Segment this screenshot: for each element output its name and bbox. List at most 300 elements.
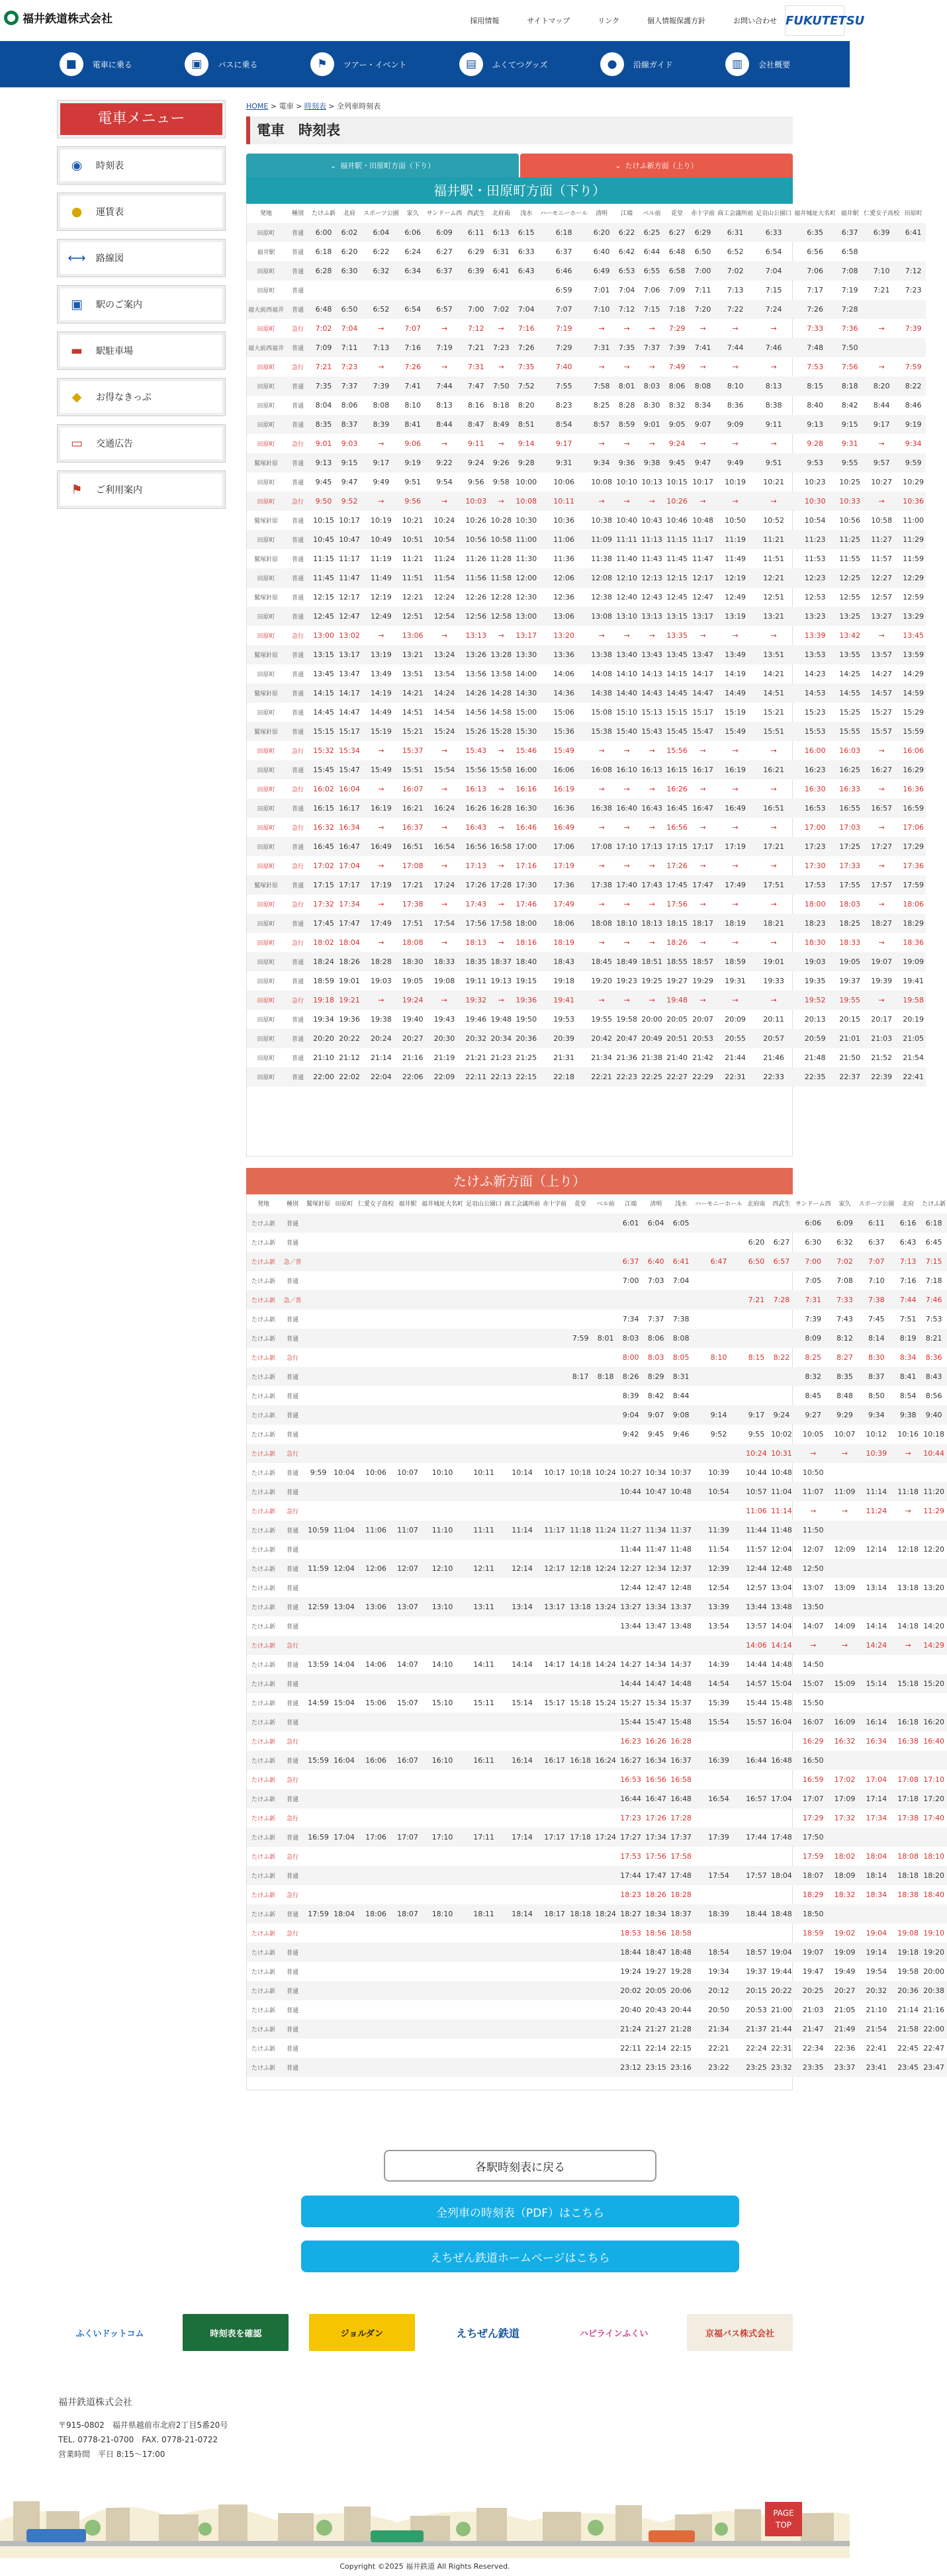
- time-cell: 14:54: [433, 708, 455, 717]
- time-cell: 16:23: [620, 1737, 641, 1746]
- time-cell: 19:08: [433, 977, 455, 985]
- sidebar-item-label: 駅のご案内: [96, 300, 142, 310]
- time-cell: 21:01: [837, 1029, 862, 1048]
- time-cell: [503, 1712, 541, 1732]
- time-cell: 16:53: [620, 1775, 641, 1784]
- time-cell: 8:18: [593, 1367, 618, 1386]
- time-cell: 11:06: [539, 530, 589, 549]
- time-cell: →: [623, 631, 630, 640]
- time-cell: 18:07: [395, 1904, 420, 1924]
- fukutetsu-brand-logo[interactable]: FUKUTETSU: [785, 5, 844, 36]
- page-top-button[interactable]: PAGE TOP: [765, 2502, 802, 2536]
- time-cell: [305, 2058, 332, 2077]
- time-cell: 13:25: [837, 607, 862, 626]
- time-cell: 8:03: [639, 377, 664, 396]
- time-cell: 8:54: [899, 1392, 917, 1400]
- copyright: Copyright ©2025 福井鉄道 All Rights Reserved.: [339, 2562, 510, 2571]
- origin-cell: たけふ新: [251, 1547, 275, 1554]
- time-cell: 17:06: [357, 1828, 395, 1847]
- time-cell: 10:28: [490, 516, 512, 525]
- time-cell: 11:15: [313, 555, 334, 563]
- banner-echizen-tetsudo[interactable]: えちぜん鉄道: [456, 2327, 519, 2340]
- time-cell: 19:44: [771, 1967, 792, 1976]
- origin-cell: 田原町: [247, 799, 285, 818]
- time-cell: [310, 281, 337, 300]
- origin-cell: たけふ新: [251, 2008, 275, 2014]
- sidebar-item-0[interactable]: [58, 147, 225, 184]
- company-logo[interactable]: [4, 9, 113, 26]
- time-cell: 18:51: [639, 952, 664, 971]
- time-cell: 7:20: [690, 300, 716, 319]
- time-cell: 15:14: [857, 1674, 895, 1693]
- time-cell: 19:05: [402, 977, 424, 985]
- time-cell: [465, 2000, 503, 2020]
- time-cell: [593, 2039, 618, 2058]
- time-cell: [857, 1751, 895, 1770]
- gnav-item-2[interactable]: [310, 52, 407, 76]
- sidebar: [58, 101, 225, 508]
- echizen-homepage-button[interactable]: えちぜん鉄道ホームページはこちら: [301, 2241, 739, 2272]
- time-cell: 7:17: [807, 286, 823, 294]
- time-cell: →: [441, 439, 448, 448]
- time-cell: 18:19: [553, 938, 574, 947]
- time-cell: 23:15: [643, 2058, 668, 2077]
- time-cell: [541, 1501, 568, 1521]
- time-cell: 13:06: [357, 1597, 395, 1617]
- time-cell: 10:30: [516, 516, 537, 525]
- time-cell: 7:31: [794, 1290, 833, 1310]
- origin-cell: たけふ新: [251, 1585, 275, 1592]
- train-type-cell: 普通: [285, 415, 310, 434]
- sidebar-item-5[interactable]: [58, 378, 225, 416]
- time-cell: [921, 1751, 947, 1770]
- time-cell: 17:29: [901, 837, 926, 856]
- train-type-cell: 普通: [292, 1017, 304, 1024]
- time-cell: [332, 1329, 357, 1348]
- time-cell: 18:07: [794, 1866, 833, 1885]
- time-cell: 13:48: [670, 1622, 692, 1630]
- time-cell: 13:04: [771, 1583, 792, 1592]
- time-cell: 12:14: [866, 1545, 887, 1554]
- time-cell: 16:56: [463, 837, 488, 856]
- time-cell: 7:04: [672, 1276, 690, 1285]
- time-cell: 21:16: [923, 2006, 944, 2014]
- time-cell: 8:36: [925, 1353, 942, 1362]
- timetable-row: [247, 1981, 947, 2000]
- banner-hapiline[interactable]: ハピラインふくい: [579, 2329, 649, 2339]
- time-cell: [420, 1405, 465, 1425]
- tab-up[interactable]: [520, 154, 793, 177]
- time-cell: 9:24: [769, 1405, 794, 1425]
- time-cell: 17:23: [620, 1814, 641, 1822]
- banner-jorudan[interactable]: ジョルダン: [309, 2314, 415, 2351]
- table-header-row: [247, 1194, 947, 1214]
- time-cell: 9:49: [716, 453, 754, 472]
- time-cell: →: [770, 439, 777, 448]
- time-cell: 17:56: [645, 1852, 666, 1861]
- gnav-item-3[interactable]: [459, 52, 547, 76]
- time-cell: 15:20: [921, 1674, 947, 1693]
- banner-keifuku-bus[interactable]: 京福バス株式会社: [687, 2314, 793, 2351]
- time-cell: 15:34: [645, 1699, 666, 1707]
- time-cell: [593, 1981, 618, 2000]
- origin-cell: たけふ新: [247, 1981, 280, 2000]
- time-cell: [694, 1636, 744, 1655]
- time-cell: 17:19: [362, 875, 400, 895]
- time-cell: 12:48: [769, 1559, 794, 1578]
- time-cell: [568, 2058, 593, 2077]
- origin-cell: たけふ新: [251, 1317, 275, 1323]
- time-cell: 17:59: [802, 1852, 824, 1861]
- time-cell: 12:24: [433, 593, 455, 601]
- time-cell: 7:06: [643, 286, 660, 294]
- time-cell: 7:03: [647, 1276, 664, 1285]
- time-cell: 18:18: [568, 1904, 593, 1924]
- time-cell: [593, 1252, 618, 1271]
- time-cell: [400, 281, 426, 300]
- time-cell: [465, 1962, 503, 1981]
- train-type-cell: 普通: [285, 684, 310, 703]
- time-cell: [332, 1866, 357, 1885]
- train-type-cell: 普通: [280, 1367, 305, 1386]
- time-cell: 22:04: [362, 1067, 400, 1087]
- sidebar-item-6[interactable]: [58, 425, 225, 462]
- time-cell: 7:34: [622, 1315, 639, 1323]
- time-cell: [305, 1617, 332, 1636]
- time-cell: 21:54: [857, 2020, 895, 2039]
- time-cell: [332, 1808, 357, 1828]
- time-cell: 16:46: [516, 823, 537, 832]
- time-cell: [568, 1962, 593, 1981]
- town-illustration: [0, 2475, 850, 2558]
- time-cell: [420, 1617, 465, 1636]
- time-cell: [420, 1962, 465, 1981]
- time-cell: 17:43: [465, 900, 487, 909]
- time-cell: [568, 1732, 593, 1751]
- time-cell: [744, 1885, 769, 1904]
- time-cell: [305, 1847, 332, 1866]
- sidebar-item-1[interactable]: [58, 193, 225, 230]
- timetable-row: [247, 1962, 947, 1981]
- time-cell: 8:42: [841, 401, 858, 410]
- train-type-cell: 普通: [280, 1712, 305, 1732]
- time-cell: 6:46: [539, 261, 589, 281]
- time-cell: [568, 1617, 593, 1636]
- time-cell: [541, 1808, 568, 1828]
- train-type-cell: 普通: [286, 1701, 298, 1707]
- time-cell: 16:54: [426, 837, 464, 856]
- train-type-cell: 急行: [292, 365, 304, 371]
- time-cell: 6:00: [310, 223, 337, 242]
- time-cell: 8:00: [622, 1353, 639, 1362]
- time-cell: 14:47: [690, 684, 716, 703]
- time-cell: [420, 1386, 465, 1405]
- time-cell: →: [378, 363, 384, 371]
- origin-cell: 田原町: [257, 902, 275, 909]
- time-cell: 20:24: [362, 1029, 400, 1048]
- bus-icon: ▣: [185, 52, 208, 76]
- gnav-label: バスに乗る: [218, 60, 258, 69]
- breadcrumb: [246, 101, 793, 111]
- time-cell: 14:53: [793, 684, 837, 703]
- time-cell: 9:54: [436, 478, 453, 486]
- time-cell: 6:22: [373, 247, 390, 256]
- nav-links-link[interactable]: リンク: [598, 17, 619, 25]
- time-cell: 20:50: [708, 2006, 729, 2014]
- time-cell: 15:37: [670, 1699, 692, 1707]
- time-cell: 16:36: [539, 799, 589, 818]
- time-cell: →: [498, 324, 504, 333]
- time-cell: 19:58: [901, 991, 926, 1010]
- train-type-cell: 普通: [286, 2008, 298, 2014]
- train-type-cell: 急／普: [280, 1252, 305, 1271]
- time-cell: 7:21: [463, 338, 488, 357]
- time-cell: 17:10: [614, 837, 639, 856]
- train-type-cell: 普通: [292, 1055, 304, 1062]
- time-cell: [305, 2039, 332, 2058]
- time-cell: →: [598, 324, 605, 333]
- time-cell: [541, 1981, 568, 2000]
- banner-check-timetable[interactable]: 時刻表を確認: [183, 2314, 289, 2351]
- time-cell: →: [878, 900, 885, 909]
- time-cell: →: [598, 363, 605, 371]
- time-cell: 8:32: [794, 1367, 833, 1386]
- gnav-label: ふくてつグッズ: [492, 60, 548, 69]
- time-cell: →: [770, 900, 777, 909]
- timetable-row: [247, 1405, 947, 1425]
- time-cell: 21:50: [839, 1053, 860, 1062]
- time-cell: 7:16: [518, 324, 535, 333]
- time-cell: [420, 1712, 465, 1732]
- station-header: 江端: [614, 204, 639, 223]
- train-type-cell: 普通: [292, 480, 304, 486]
- time-cell: 11:06: [357, 1521, 395, 1540]
- time-cell: 12:20: [923, 1545, 944, 1554]
- time-cell: [420, 1866, 465, 1885]
- time-cell: 8:25: [805, 1353, 822, 1362]
- time-cell: [332, 1348, 357, 1367]
- time-cell: [395, 1981, 420, 2000]
- time-cell: [744, 1329, 769, 1348]
- nav-contact-link[interactable]: お問い合わせ: [733, 17, 777, 25]
- sidebar-item-3[interactable]: [58, 286, 225, 323]
- time-cell: 8:34: [899, 1353, 917, 1362]
- time-cell: [541, 1866, 568, 1885]
- breadcrumb-timetable-link[interactable]: 時刻表: [304, 102, 326, 111]
- time-cell: 8:28: [618, 401, 635, 410]
- time-cell: →: [441, 785, 448, 793]
- time-cell: 19:38: [371, 1015, 392, 1024]
- nav-privacy-link[interactable]: 個人情報保護方針: [647, 17, 705, 25]
- time-cell: [668, 1233, 694, 1252]
- table-header-row: [247, 204, 926, 223]
- time-cell: 13:21: [400, 645, 426, 664]
- time-cell: [694, 1770, 744, 1789]
- time-cell: 10:21: [763, 478, 784, 486]
- time-cell: 15:00: [516, 708, 537, 717]
- time-cell: 7:39: [664, 338, 690, 357]
- time-cell: [465, 1290, 503, 1310]
- time-cell: 11:15: [664, 530, 690, 549]
- time-cell: [305, 1981, 332, 2000]
- time-cell: 14:55: [837, 684, 862, 703]
- time-cell: 16:07: [395, 1751, 420, 1770]
- time-cell: [305, 1732, 332, 1751]
- time-cell: 7:59: [568, 1329, 593, 1348]
- time-cell: →: [690, 991, 716, 1010]
- time-cell: [332, 1233, 357, 1252]
- time-cell: 13:15: [664, 607, 690, 626]
- time-cell: 18:13: [639, 914, 664, 933]
- time-cell: 9:38: [895, 1405, 921, 1425]
- time-cell: 13:44: [620, 1622, 641, 1630]
- time-cell: 10:29: [903, 478, 924, 486]
- gnav-item-5[interactable]: [725, 52, 790, 76]
- time-cell: 6:37: [868, 1238, 885, 1247]
- time-cell: 14:04: [771, 1622, 792, 1630]
- time-cell: [541, 1271, 568, 1290]
- time-cell: 11:13: [639, 530, 664, 549]
- time-cell: 8:06: [664, 377, 690, 396]
- nav-recruit-link[interactable]: 採用情報: [470, 17, 500, 25]
- time-cell: [357, 1847, 395, 1866]
- time-cell: 7:50: [488, 377, 514, 396]
- time-cell: 15:04: [334, 1699, 355, 1707]
- time-cell: [465, 1482, 503, 1501]
- train-type-cell: 急行: [286, 1509, 298, 1515]
- time-cell: 16:56: [666, 823, 688, 832]
- time-cell: [465, 2039, 503, 2058]
- time-cell: [420, 1847, 465, 1866]
- time-cell: 14:38: [589, 684, 614, 703]
- time-cell: 6:40: [593, 247, 610, 256]
- time-cell: [895, 1521, 921, 1540]
- time-cell: 17:34: [339, 900, 360, 909]
- time-cell: 17:43: [639, 875, 664, 895]
- time-cell: 6:22: [614, 223, 639, 242]
- gnav-item-1[interactable]: [185, 52, 257, 76]
- time-cell: 17:38: [897, 1814, 919, 1822]
- time-cell: 16:17: [337, 799, 362, 818]
- time-cell: 12:47: [337, 607, 362, 626]
- time-cell: 17:00: [514, 837, 539, 856]
- time-cell: [618, 1233, 643, 1252]
- pdf-timetable-button[interactable]: 全列車の時刻表（PDF）はこちら: [301, 2196, 739, 2227]
- time-cell: [541, 1310, 568, 1329]
- timetable-row: [247, 1578, 947, 1597]
- time-cell: 22:25: [639, 1067, 664, 1087]
- sidebar-item-label: ご利用案内: [96, 485, 142, 496]
- time-cell: 16:25: [837, 760, 862, 779]
- origin-cell: 田原町: [257, 979, 275, 985]
- time-cell: 14:18: [570, 1660, 591, 1669]
- gnav-item-0[interactable]: [60, 52, 132, 76]
- time-cell: 6:32: [362, 261, 400, 281]
- time-cell: [357, 2058, 395, 2077]
- time-cell: 17:15: [664, 837, 690, 856]
- time-cell: 21:54: [903, 1053, 924, 1062]
- time-cell: 19:10: [923, 1929, 944, 1937]
- time-cell: [465, 1981, 503, 2000]
- time-cell: 11:24: [866, 1507, 887, 1515]
- origin-cell: 田原町: [247, 607, 285, 626]
- station-header: ハーモニーホール: [694, 1194, 744, 1214]
- banner-fukui-dotcom[interactable]: ふくいドットコム: [75, 2329, 144, 2339]
- time-cell: 20:22: [769, 1981, 794, 2000]
- time-cell: 15:49: [362, 760, 400, 779]
- time-cell: 14:37: [670, 1660, 692, 1669]
- time-cell: 18:26: [645, 1890, 666, 1899]
- time-cell: 12:15: [664, 568, 690, 588]
- time-cell: [305, 1214, 332, 1233]
- train-type-cell: 普通: [285, 952, 310, 971]
- breadcrumb-home-link[interactable]: HOME: [246, 102, 269, 111]
- time-cell: 10:49: [362, 530, 400, 549]
- time-cell: 21:36: [616, 1053, 637, 1062]
- time-cell: [694, 1367, 744, 1386]
- sidebar-item-4[interactable]: [58, 332, 225, 369]
- sidebar-item-7[interactable]: [58, 471, 225, 508]
- time-cell: 9:31: [841, 439, 858, 448]
- train-type-cell: 普通: [280, 1828, 305, 1847]
- time-cell: 9:27: [794, 1405, 833, 1425]
- time-cell: 18:08: [897, 1852, 919, 1861]
- time-cell: 19:40: [402, 1015, 424, 1024]
- time-cell: [465, 1348, 503, 1367]
- origin-cell: 鷲塚針原: [247, 875, 285, 895]
- time-cell: 16:23: [793, 760, 837, 779]
- time-cell: 10:26: [664, 492, 690, 511]
- time-cell: 7:44: [716, 338, 754, 357]
- time-cell: [305, 1540, 332, 1559]
- time-cell: 17:00: [804, 823, 826, 832]
- time-cell: 7:31: [589, 338, 614, 357]
- time-cell: 7:41: [690, 338, 716, 357]
- time-cell: [465, 1386, 503, 1405]
- time-cell: 14:50: [802, 1660, 824, 1669]
- time-cell: 9:38: [639, 453, 664, 472]
- time-cell: →: [378, 862, 384, 870]
- time-cell: 15:21: [763, 708, 784, 717]
- time-cell: 16:26: [463, 799, 488, 818]
- gnav-item-4[interactable]: [600, 52, 673, 76]
- time-cell: [395, 1808, 420, 1828]
- time-cell: 13:57: [746, 1622, 767, 1630]
- time-cell: 10:33: [837, 492, 862, 511]
- time-cell: 12:51: [763, 593, 784, 601]
- time-cell: →: [498, 439, 504, 448]
- time-cell: 14:19: [362, 684, 400, 703]
- tab-down[interactable]: [246, 154, 519, 177]
- time-cell: 13:11: [465, 1597, 503, 1617]
- time-cell: 12:04: [771, 1545, 792, 1554]
- origin-cell: 田原町: [247, 837, 285, 856]
- time-cell: 15:23: [804, 708, 826, 717]
- time-cell: [832, 1828, 857, 1847]
- time-cell: [332, 1962, 357, 1981]
- time-cell: 18:17: [541, 1904, 568, 1924]
- time-cell: [465, 1732, 503, 1751]
- sidebar-title: 電車メニュー: [58, 101, 225, 138]
- nav-sitemap-link[interactable]: サイトマップ: [527, 17, 570, 25]
- time-cell: [857, 1463, 895, 1482]
- sidebar-item-2[interactable]: [58, 240, 225, 277]
- time-cell: 15:08: [591, 708, 612, 717]
- back-to-stations-button[interactable]: 各駅時刻表に戻る: [384, 2150, 656, 2182]
- time-cell: 16:04: [332, 1751, 357, 1770]
- time-cell: 21:21: [465, 1053, 487, 1062]
- time-cell: 15:49: [553, 746, 574, 755]
